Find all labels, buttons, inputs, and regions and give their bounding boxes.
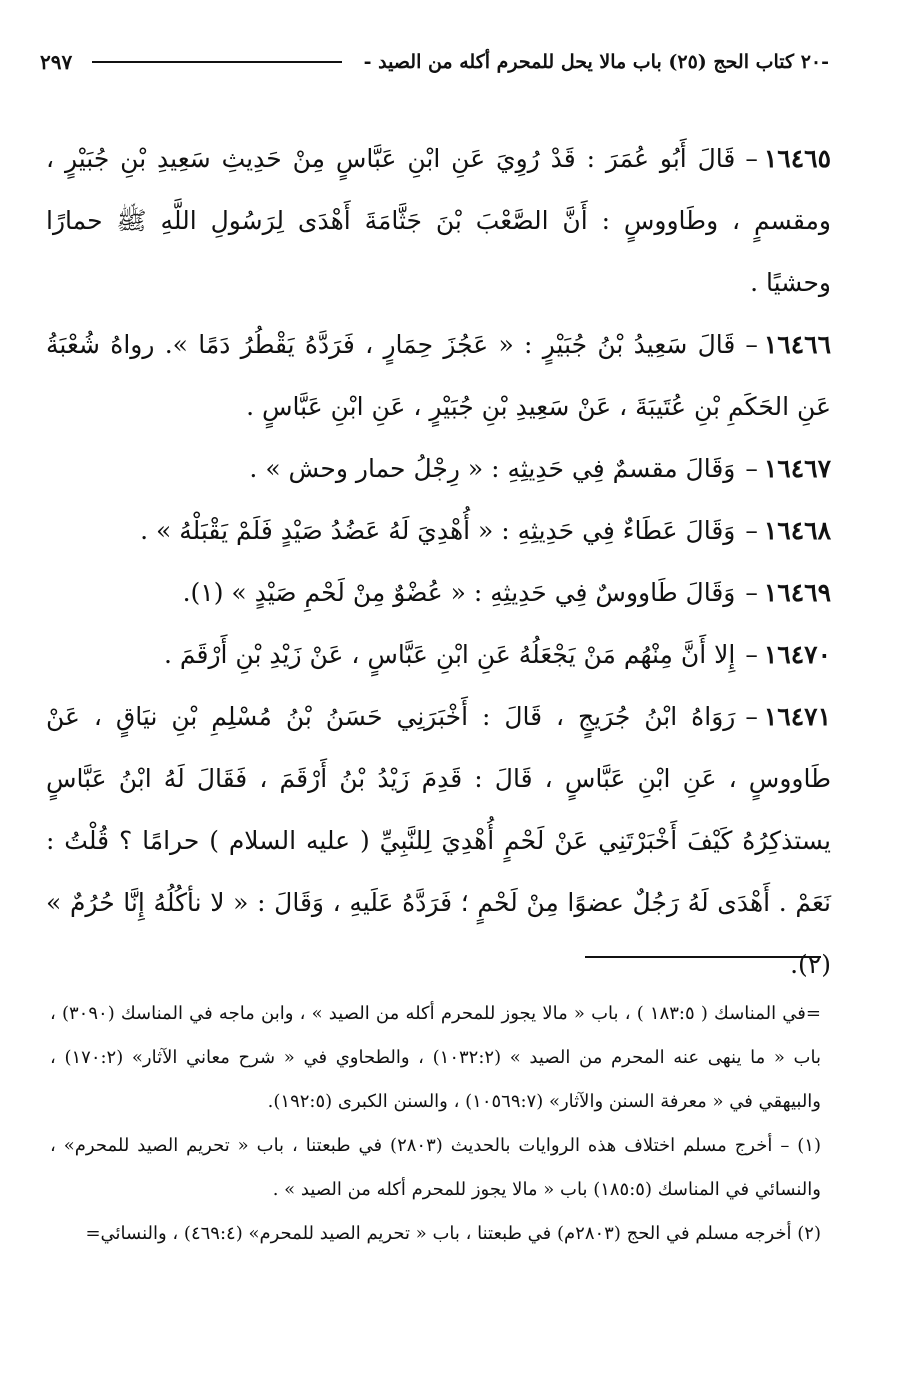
header-rule <box>92 61 341 63</box>
paragraph-number: ١٦٤٦٨ <box>763 516 831 545</box>
paragraph-text: وَقَالَ مقسمٌ فِي حَدِيثِهِ : « رِجْلُ حمار وحش » . <box>249 454 736 483</box>
hadith-paragraph: ١٦٤٧١–رَوَاهُ ابْنُ جُرَيجٍ ، قَالَ : أَخْبَرَنِي حَسَنُ بْنُ مُسْلِمِ بْنِ نيَاقٍ ، عَنْ طَاووسٍ ، عَنِ ابْنِ عَبَّاسٍ ، قَالَ : قَدِمَ زَيْدُ بْنُ أَرْقَمَ ، فَقَالَ لَهُ ابْنُ عَبَّاسٍ يستذكِرُهُ كَيْفَ أَخْبَرْتَنِي عَنْ لَحْمٍ أُهْدِيَ لِلنَّبِيِّ ( عليه السلام ) حرامًا ؟ قُلْتُ : نَعَمْ . أَهْدَى لَهُ رَجُلٌ عضوًا مِنْ لَحْمٍ ؛ فَرَدَّهُ عَلَيهِ ، وَقَالَ : « لا نأكُلُهُ إِنَّا حُرُمٌ » (٢). <box>46 702 831 979</box>
paragraph-text: قَالَ سَعِيدُ بْنُ جُبَيْرٍ : « عَجُزَ حِمَارٍ ، فَرَدَّهُ يَقْطُرُ دَمًا ». رواهُ شُعْبَةُ عَنِ الحَكَمِ بْنِ عُتَيبَةَ ، عَنْ سَعِيدِ بْنِ جُبَيْرٍ ، عَنِ ابْنِ عَبَّاسٍ . <box>46 330 831 421</box>
paragraph-text: رَوَاهُ ابْنُ جُرَيجٍ ، قَالَ : أَخْبَرَنِي حَسَنُ بْنُ مُسْلِمِ بْنِ نيَاقٍ ، عَنْ طَاووسٍ ، عَنِ ابْنِ عَبَّاسٍ ، قَالَ : قَدِمَ زَيْدُ بْنُ أَرْقَمَ ، فَقَالَ لَهُ ابْنُ عَبَّاسٍ يستذكِرُهُ كَيْفَ أَخْبَرْتَنِي عَنْ لَحْمٍ أُهْدِيَ لِلنَّبِيِّ ( عليه السلام ) حرامًا ؟ قُلْتُ : نَعَمْ . أَهْدَى لَهُ رَجُلٌ عضوًا مِنْ لَحْمٍ ؛ فَرَدَّهُ عَلَيهِ ، وَقَالَ : « لا نأكُلُهُ إِنَّا حُرُمٌ » (٢). <box>46 702 831 979</box>
paragraph-number: ١٦٤٦٥ <box>763 144 831 173</box>
running-header <box>40 42 829 82</box>
main-text <box>46 128 831 996</box>
header-title: -٢٠ كتاب الحج (٢٥) باب مالا يحل للمحرم أكله من الصيد - <box>363 51 829 73</box>
hadith-paragraph: ١٦٤٦٩–وَقَالَ طَاووسٌ فِي حَدِيثِهِ : « عُضْوٌ مِنْ لَحْمِ صَيْدٍ » (١). <box>182 578 831 607</box>
paragraph-number: ١٦٤٦٦ <box>763 330 831 359</box>
hadith-paragraph: ١٦٤٦٥–قَالَ أَبُو عُمَرَ : قَدْ رُوِيَ عَنِ ابْنِ عَبَّاسٍ مِنْ حَدِيثِ سَعِيدِ بْنِ جُبَيْرٍ ، ومقسمٍ ، وطَاووسٍ : أَنَّ الصَّعْبَ بْنَ جَثَّامَةَ أَهْدَى لِرَسُولِ اللَّهِ ﷺ حمارًا وحشيًا . <box>46 144 831 297</box>
paragraph-number: ١٦٤٧٠ <box>763 640 831 669</box>
hadith-paragraph: ١٦٤٦٦–قَالَ سَعِيدُ بْنُ جُبَيْرٍ : « عَجُزَ حِمَارٍ ، فَرَدَّهُ يَقْطُرُ دَمًا ». رواهُ شُعْبَةُ عَنِ الحَكَمِ بْنِ عُتَيبَةَ ، عَنْ سَعِيدِ بْنِ جُبَيْرٍ ، عَنِ ابْنِ عَبَّاسٍ . <box>46 330 831 421</box>
paragraph-number: ١٦٤٧١ <box>763 702 831 731</box>
page-number: ٢٩٧ <box>40 50 73 74</box>
footnote: =في المناسك ( ١٨٣:٥ ) ، باب « مالا يجوز للمحرم أكله من الصيد » ، وابن ماجه في المناسك (٣٠٩٠) ، باب « ما ينهى عنه المحرم من الصيد » (١٠٣٢:٢) ، والطحاوي في « شرح معاني الآثار» (١٧٠:٢) ، والبيهقي في « معرفة السنن والآثار» (١٠٥٦٩:٧) ، والسنن الكبرى (١٩٢:٥). <box>50 1003 821 1112</box>
paragraph-text: إِلا أَنَّ مِنْهُم مَنْ يَجْعَلُهُ عَنِ ابْنِ عَبَّاسٍ ، عَنْ زَيْدِ بْنِ أَرْقَمَ . <box>163 640 736 669</box>
paragraph-text: وَقَالَ طَاووسٌ فِي حَدِيثِهِ : « عُضْوٌ مِنْ لَحْمِ صَيْدٍ » (١). <box>182 578 736 607</box>
footnotes <box>50 992 821 1256</box>
footnote: (٢) أخرجه مسلم في الحج (٢٨٠٣م) في طبعتنا ، باب « تحريم الصيد للمحرم» (٤٦٩:٤) ، والنسائي= <box>85 1223 821 1244</box>
hadith-paragraph: ١٦٤٦٧–وَقَالَ مقسمٌ فِي حَدِيثِهِ : « رِجْلُ حمار وحش » . <box>249 454 831 483</box>
paragraph-number: ١٦٤٦٩ <box>763 578 831 607</box>
paragraph-number: ١٦٤٦٧ <box>763 454 831 483</box>
paragraph-text: قَالَ أَبُو عُمَرَ : قَدْ رُوِيَ عَنِ ابْنِ عَبَّاسٍ مِنْ حَدِيثِ سَعِيدِ بْنِ جُبَيْرٍ ، ومقسمٍ ، وطَاووسٍ : أَنَّ الصَّعْبَ بْنَ جَثَّامَةَ أَهْدَى لِرَسُولِ اللَّهِ ﷺ حمارًا وحشيًا . <box>46 144 831 297</box>
footnote-separator <box>585 956 821 958</box>
hadith-paragraph: ١٦٤٦٨–وَقَالَ عَطَاءٌ فِي حَدِيثِهِ : « أُهْدِيَ لَهُ عَضُدُ صَيْدٍ فَلَمْ يَقْبَلْهُ » . <box>140 516 831 545</box>
footnote: (١) – أخرج مسلم اختلاف هذه الروايات بالحديث (٢٨٠٣) في طبعتنا ، باب « تحريم الصيد للمحرم» ، والنسائي في المناسك (١٨٥:٥) باب « مالا يجوز للمحرم أكله من الصيد » . <box>50 1135 821 1200</box>
hadith-paragraph: ١٦٤٧٠–إِلا أَنَّ مِنْهُم مَنْ يَجْعَلُهُ عَنِ ابْنِ عَبَّاسٍ ، عَنْ زَيْدِ بْنِ أَرْقَمَ . <box>163 640 831 669</box>
paragraph-text: وَقَالَ عَطَاءٌ فِي حَدِيثِهِ : « أُهْدِيَ لَهُ عَضُدُ صَيْدٍ فَلَمْ يَقْبَلْهُ » . <box>140 516 736 545</box>
